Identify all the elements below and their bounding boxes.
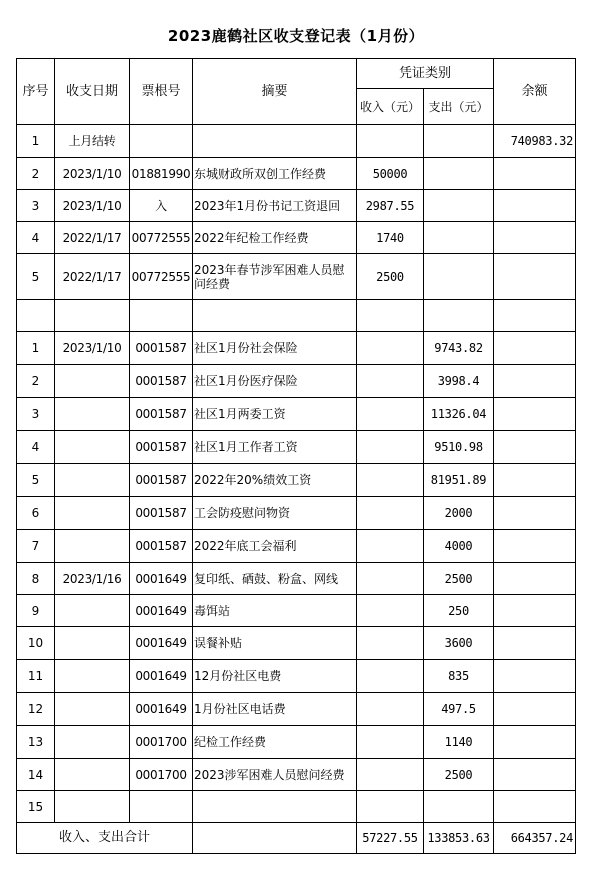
total-balance: 664357.24 [494, 823, 576, 854]
row-ticket: 0001587 [130, 530, 193, 563]
row-summary: 12月份社区电费 [193, 660, 357, 693]
row-expense: 2500 [424, 563, 494, 595]
header-income: 收入（元） [357, 89, 424, 125]
row-expense: 9510.98 [424, 431, 494, 464]
row-income: 2987.55 [357, 190, 424, 222]
table-row [17, 726, 576, 759]
row-seq: 15 [17, 791, 55, 823]
row-summary: 纪检工作经费 [193, 726, 357, 759]
row-income [357, 365, 424, 398]
total-summary-cell [193, 823, 357, 854]
table-row [17, 365, 576, 398]
row-expense: 1140 [424, 726, 494, 759]
row-ticket: 0001700 [130, 759, 193, 791]
row-ticket: 入 [130, 190, 193, 222]
row-balance [494, 332, 576, 365]
row-date: 2023/1/10 [55, 158, 130, 190]
row-seq: 5 [17, 464, 55, 497]
row-summary: 社区1月工作者工资 [193, 431, 357, 464]
row-seq: 5 [17, 254, 55, 300]
row-seq: 8 [17, 563, 55, 595]
row-expense: 9743.82 [424, 332, 494, 365]
total-label: 收入、支出合计 [17, 823, 193, 854]
row-balance [494, 530, 576, 563]
row-ticket: 00772555 [130, 254, 193, 300]
row-ticket: 0001649 [130, 595, 193, 627]
table-row [17, 431, 576, 464]
row-date [55, 530, 130, 563]
row-income [357, 726, 424, 759]
row-balance [494, 497, 576, 530]
table-row [17, 190, 576, 222]
table-row [17, 398, 576, 431]
row-summary: 社区1月两委工资 [193, 398, 357, 431]
total-expense: 133853.63 [424, 823, 494, 854]
row-summary: 2023涉军困难人员慰问经费 [193, 759, 357, 791]
row-summary [193, 791, 357, 823]
row-income: 50000 [357, 158, 424, 190]
table-row [17, 497, 576, 530]
row-date: 2023/1/16 [55, 563, 130, 595]
row-seq: 2 [17, 158, 55, 190]
row-ticket: 0001587 [130, 497, 193, 530]
total-income: 57227.55 [357, 823, 424, 854]
row-balance [494, 759, 576, 791]
table-row [17, 464, 576, 497]
row-seq: 12 [17, 693, 55, 726]
row-income [357, 595, 424, 627]
total-row [17, 823, 576, 854]
table-row [17, 254, 576, 300]
row-income [357, 627, 424, 660]
row-seq: 4 [17, 222, 55, 254]
row-date: 2022/1/17 [55, 222, 130, 254]
table-row [17, 595, 576, 627]
row-seq: 13 [17, 726, 55, 759]
row-balance [494, 222, 576, 254]
row-expense: 3600 [424, 627, 494, 660]
row-ticket: 00772555 [130, 222, 193, 254]
row-summary [193, 300, 357, 332]
row-income [357, 431, 424, 464]
row-summary: 误餐补贴 [193, 627, 357, 660]
row-ticket: 0001587 [130, 464, 193, 497]
row-balance [494, 627, 576, 660]
row-date: 2022/1/17 [55, 254, 130, 300]
row-income: 1740 [357, 222, 424, 254]
row-date [55, 497, 130, 530]
row-date [55, 595, 130, 627]
row-balance [494, 190, 576, 222]
row-seq: 7 [17, 530, 55, 563]
row-ticket: 0001649 [130, 563, 193, 595]
row-date [55, 759, 130, 791]
table-row [17, 660, 576, 693]
row-date [55, 431, 130, 464]
row-expense: 250 [424, 595, 494, 627]
row-seq: 1 [17, 332, 55, 365]
row-seq: 2 [17, 365, 55, 398]
table-row [17, 627, 576, 660]
row-ticket: 0001587 [130, 332, 193, 365]
row-summary: 复印纸、硒鼓、粉盒、网线 [193, 563, 357, 595]
row-balance [494, 791, 576, 823]
table-row [17, 158, 576, 190]
row-income [357, 398, 424, 431]
header-summary: 摘要 [193, 59, 357, 125]
row-summary: 社区1月份社会保险 [193, 332, 357, 365]
row-balance [494, 158, 576, 190]
header-seq: 序号 [17, 59, 55, 125]
row-expense [424, 791, 494, 823]
row-date: 2023/1/10 [55, 190, 130, 222]
row-balance [494, 365, 576, 398]
row-income [357, 791, 424, 823]
row-income [357, 300, 424, 332]
row-seq: 11 [17, 660, 55, 693]
row-expense: 497.5 [424, 693, 494, 726]
row-date [55, 464, 130, 497]
header-date: 收支日期 [55, 59, 130, 125]
row-expense: 11326.04 [424, 398, 494, 431]
row-expense: 3998.4 [424, 365, 494, 398]
row-ticket: 0001649 [130, 627, 193, 660]
row-ticket: 0001649 [130, 693, 193, 726]
row-balance [494, 726, 576, 759]
row-summary: 2022年纪检工作经费 [193, 222, 357, 254]
row-income [357, 332, 424, 365]
header-ticket: 票根号 [130, 59, 193, 125]
row-summary: 1月份社区电话费 [193, 693, 357, 726]
row-date [55, 627, 130, 660]
row-income [357, 530, 424, 563]
row-income [357, 563, 424, 595]
row-ticket: 0001700 [130, 726, 193, 759]
row-date [55, 398, 130, 431]
row-expense [424, 190, 494, 222]
row-seq: 10 [17, 627, 55, 660]
row-balance [494, 693, 576, 726]
header-voucher-type: 凭证类别 [357, 59, 494, 89]
row-summary: 2023年春节涉军困难人员慰问经费 [193, 254, 357, 300]
row-expense: 2500 [424, 759, 494, 791]
row-seq: 9 [17, 595, 55, 627]
row-income: 2500 [357, 254, 424, 300]
row-balance [494, 595, 576, 627]
row-balance [494, 300, 576, 332]
row-seq: 1 [17, 125, 55, 158]
row-seq: 3 [17, 190, 55, 222]
row-income [357, 759, 424, 791]
row-summary: 东城财政所双创工作经费 [193, 158, 357, 190]
row-date: 2023/1/10 [55, 332, 130, 365]
row-date [55, 726, 130, 759]
row-summary: 2022年20%绩效工资 [193, 464, 357, 497]
ledger-table [16, 58, 576, 854]
row-expense [424, 125, 494, 158]
row-date [55, 365, 130, 398]
row-ticket: 0001587 [130, 431, 193, 464]
row-summary: 2022年底工会福利 [193, 530, 357, 563]
row-date [55, 791, 130, 823]
row-ticket [130, 125, 193, 158]
row-date [55, 300, 130, 332]
table-row [17, 332, 576, 365]
row-income [357, 464, 424, 497]
row-income [357, 660, 424, 693]
table-row [17, 300, 576, 332]
row-seq [17, 300, 55, 332]
row-balance [494, 254, 576, 300]
row-balance [494, 563, 576, 595]
table-row [17, 530, 576, 563]
row-seq: 3 [17, 398, 55, 431]
table-row [17, 759, 576, 791]
row-expense: 835 [424, 660, 494, 693]
row-summary: 社区1月份医疗保险 [193, 365, 357, 398]
table-row [17, 791, 576, 823]
row-expense: 4000 [424, 530, 494, 563]
row-expense: 81951.89 [424, 464, 494, 497]
ledger-body [17, 125, 576, 823]
table-row [17, 222, 576, 254]
table-row [17, 563, 576, 595]
row-seq: 4 [17, 431, 55, 464]
row-expense [424, 300, 494, 332]
row-date: 上月结转 [55, 125, 130, 158]
row-expense [424, 158, 494, 190]
page-title: 2023鹿鹤社区收支登记表（1月份） [167, 27, 425, 45]
row-balance [494, 398, 576, 431]
row-seq: 6 [17, 497, 55, 530]
header-balance: 余额 [494, 59, 576, 125]
row-income [357, 497, 424, 530]
row-date [55, 660, 130, 693]
row-expense [424, 254, 494, 300]
row-ticket [130, 791, 193, 823]
row-ticket [130, 300, 193, 332]
row-expense [424, 222, 494, 254]
row-balance: 740983.32 [494, 125, 576, 158]
row-summary: 工会防疫慰问物资 [193, 497, 357, 530]
row-balance [494, 431, 576, 464]
table-row [17, 693, 576, 726]
row-ticket: 01881990 [130, 158, 193, 190]
row-balance [494, 464, 576, 497]
row-summary: 毒饵站 [193, 595, 357, 627]
row-income [357, 693, 424, 726]
row-balance [494, 660, 576, 693]
row-income [357, 125, 424, 158]
row-ticket: 0001649 [130, 660, 193, 693]
row-seq: 14 [17, 759, 55, 791]
row-ticket: 0001587 [130, 365, 193, 398]
table-row [17, 125, 576, 158]
row-ticket: 0001587 [130, 398, 193, 431]
row-summary: 2023年1月份书记工资退回 [193, 190, 357, 222]
row-date [55, 693, 130, 726]
header-expense: 支出（元） [424, 89, 494, 125]
row-expense: 2000 [424, 497, 494, 530]
row-summary [193, 125, 357, 158]
